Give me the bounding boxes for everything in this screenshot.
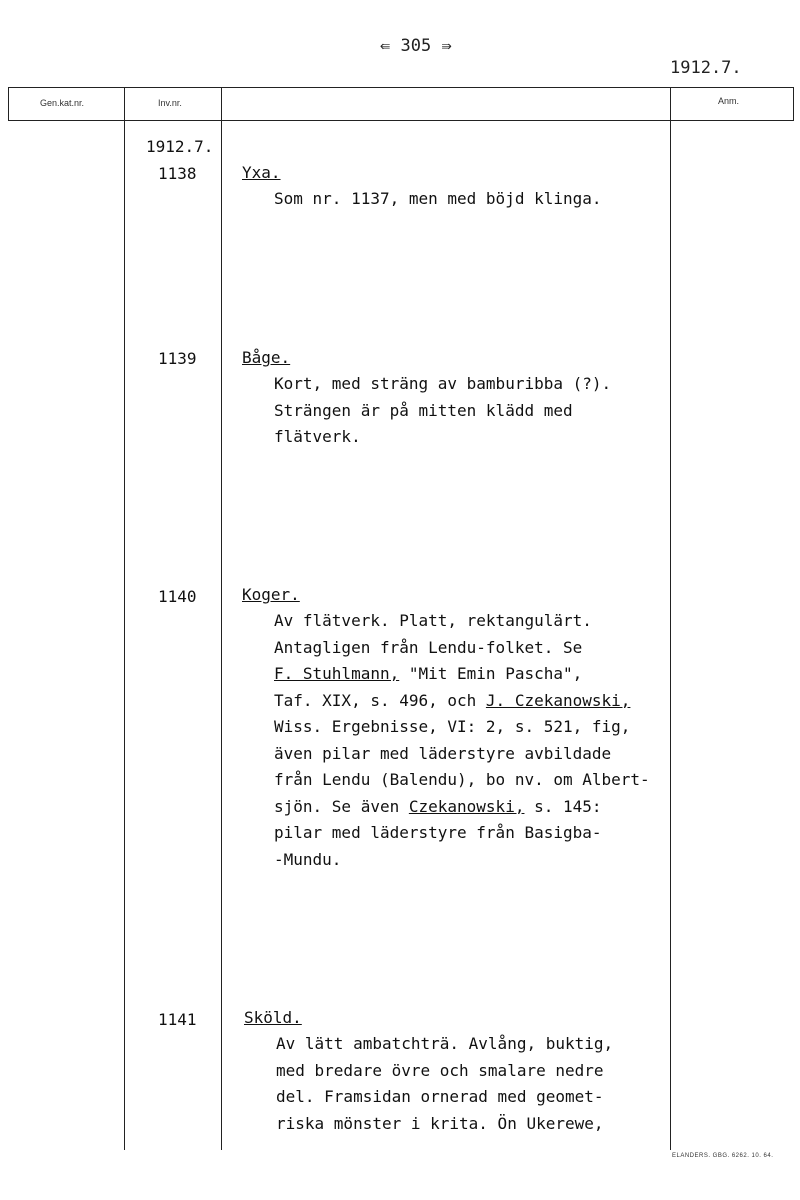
entry-description: Som nr. 1137, men med böjd klinga.	[274, 189, 602, 208]
page-number: ⇚ 305 ⇛	[380, 36, 452, 56]
series-label: 1912.7.	[146, 137, 214, 156]
table-left-border	[8, 87, 9, 121]
entry-inv-number: 1138	[158, 164, 197, 183]
entry-inv-number: 1139	[158, 349, 197, 368]
column-header-inv-nr: Inv.nr.	[158, 98, 182, 108]
entry-title: Båge.	[242, 348, 291, 367]
reference-author: Czekanowski,	[408, 796, 525, 816]
entry-description: Kort, med sträng av bamburibba (?). Strängen är på mitten klädd med flätverk.	[274, 374, 612, 446]
entry-inv-number: 1140	[158, 587, 197, 606]
reference-author: F. Stuhlmann,	[274, 664, 400, 683]
column-divider-text-anm	[670, 87, 671, 1150]
printer-mark: ELANDERS. GBG. 6262. 10. 64.	[672, 1153, 774, 1159]
column-header-gen-kat-nr: Gen.kat.nr.	[40, 98, 85, 108]
entry-title: Yxa.	[242, 163, 281, 182]
entry-title: Koger.	[242, 585, 300, 604]
column-divider-gen-inv	[124, 87, 125, 1150]
entry-title: Sköld.	[244, 1008, 302, 1027]
entry-inv-number: 1141	[158, 1010, 197, 1029]
column-divider-inv-text	[221, 87, 222, 1150]
entry-description: Av lätt ambatchträ. Avlång, buktig, med bredare övre och smalare nedre del. Framsidan ornerad med geomet- riska mönster i krita. Ön Ukerewe,	[276, 1034, 614, 1133]
table-header-rule	[8, 120, 794, 121]
table-right-border	[793, 87, 794, 121]
table-top-rule	[8, 87, 794, 88]
header-accession-series: 1912.7.	[670, 58, 742, 78]
reference-author: J. Czekanowski,	[485, 690, 631, 710]
column-header-anm: Anm.	[718, 96, 740, 106]
entry-description: Av flätverk. Platt, rektangulärt. Antagligen från Lendu-folket. Se F. Stuhlmann, "Mit Emin Pascha", Taf. XIX, s. 496, och J. Czekanowski, Wiss. Ergebnisse, VI: 2, s. 521, fig, även pilar med läderstyre avbildade från Lendu (Balendu), bo nv. om Albert- sjön. Se även Czekanowski, s. 145: pilar med läderstyre från Basigba- -Mundu.	[274, 611, 650, 869]
